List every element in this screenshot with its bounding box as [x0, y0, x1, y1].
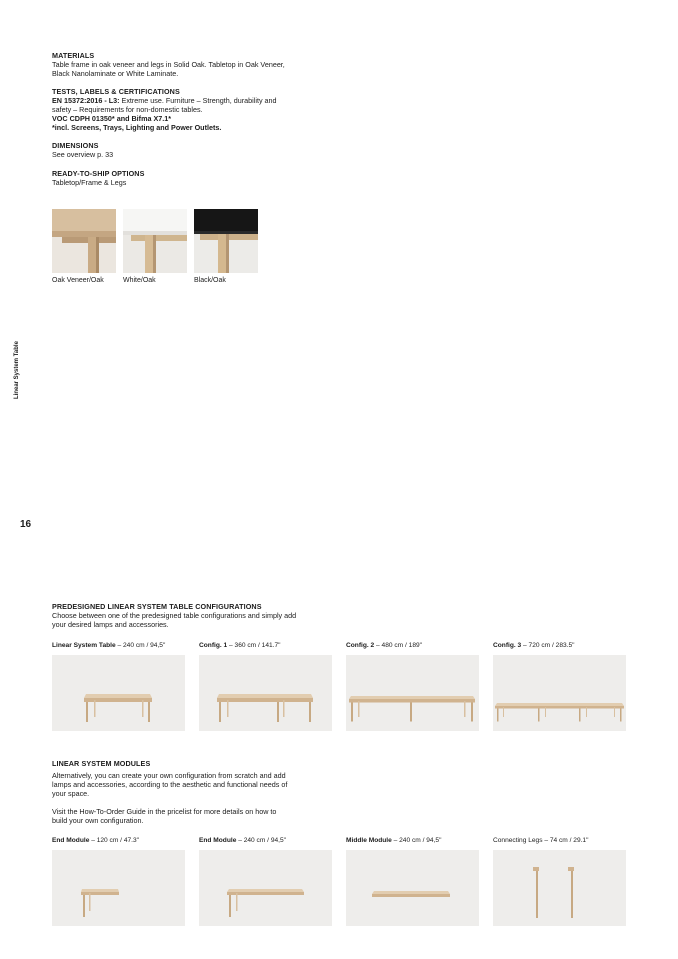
materials-section — [52, 51, 292, 78]
config-caption — [199, 642, 281, 649]
configurations-text: Choose between one of the predesigned table configurations and simply add your desired lamps and accessories. — [52, 611, 297, 629]
config-image-3 — [493, 655, 626, 731]
swatch-label: Black/Oak — [194, 277, 226, 284]
materials-text: Table frame in oak veneer and legs in Solid Oak. Tabletop in Oak Veneer, Black Nanolaminate or White Laminate. — [52, 60, 285, 78]
dimensions-text: See overview p. 33 — [52, 150, 114, 159]
module-caption — [199, 837, 286, 844]
config-caption — [52, 642, 165, 649]
module-image-end-120 — [52, 850, 185, 926]
modules-heading: LINEAR SYSTEM MODULES — [52, 759, 151, 768]
swatch-label: Oak Veneer/Oak — [52, 277, 104, 284]
modules-text: Alternatively, you can create your own configuration from scratch and add lamps and accessories, according to the aesthetic and functional needs of your space. — [52, 771, 288, 798]
configurations-heading: PREDESIGNED LINEAR SYSTEM TABLE CONFIGURATIONS — [52, 602, 262, 611]
module-image-middle — [346, 850, 479, 926]
config-caption — [346, 642, 422, 649]
tests-standard: EN 15372:2016 - L3: — [52, 96, 120, 105]
tests-voc: VOC CDPH 01350* and Bifma X7.1* — [52, 114, 172, 123]
tests-standard-text: Extreme use. Furniture – Strength, durability and safety – Requirements for non-domestic tables. — [52, 96, 277, 114]
config-size: – 480 cm / 189" — [374, 642, 423, 649]
config-image-2 — [346, 655, 479, 731]
dimensions-section — [52, 141, 292, 159]
modules-section — [52, 759, 292, 825]
config-name: Config. 2 — [346, 642, 375, 649]
module-size: Connecting Legs – 74 cm / 29.1" — [493, 837, 589, 844]
config-size: – 720 cm / 283.5" — [521, 642, 575, 649]
tests-section — [52, 87, 292, 132]
config-image-1 — [199, 655, 332, 731]
module-size: – 120 cm / 47.3" — [89, 837, 139, 844]
config-size: – 360 cm / 141.7" — [227, 642, 281, 649]
ready-heading: READY-TO-SHIP OPTIONS — [52, 169, 145, 178]
config-image-table — [52, 655, 185, 731]
tests-heading: TESTS, LABELS & CERTIFICATIONS — [52, 87, 180, 96]
tests-note: *incl. Screens, Trays, Lighting and Power Outlets. — [52, 123, 222, 132]
module-name: End Module — [52, 837, 90, 844]
module-name: End Module — [199, 837, 237, 844]
module-size: – 240 cm / 94,5" — [391, 837, 442, 844]
module-caption — [493, 837, 588, 844]
swatch-white — [123, 209, 187, 273]
config-size: – 240 cm / 94,5" — [115, 642, 166, 649]
ready-section — [52, 169, 292, 187]
swatch-black — [194, 209, 258, 273]
materials-heading: MATERIALS — [52, 51, 95, 60]
page-number: 16 — [20, 519, 32, 530]
config-name: Linear System Table — [52, 642, 116, 649]
module-caption — [346, 837, 441, 844]
ready-subheading: Tabletop/Frame & Legs — [52, 178, 127, 187]
module-image-end-240 — [199, 850, 332, 926]
config-name: Config. 1 — [199, 642, 228, 649]
swatch-label: White/Oak — [123, 277, 156, 284]
configurations-section — [52, 602, 302, 629]
module-caption — [52, 837, 139, 844]
sidebar-title: Linear System Table — [14, 341, 20, 399]
modules-guide-text: Visit the How-To-Order Guide in the pricelist for more details on how to build your own configuration. — [52, 807, 277, 825]
config-name: Config. 3 — [493, 642, 522, 649]
module-name: Middle Module — [346, 837, 392, 844]
dimensions-heading: DIMENSIONS — [52, 141, 99, 150]
swatch-oak-veneer — [52, 209, 116, 273]
config-caption — [493, 642, 575, 649]
module-size: – 240 cm / 94,5" — [236, 837, 286, 844]
module-image-legs — [493, 850, 626, 926]
